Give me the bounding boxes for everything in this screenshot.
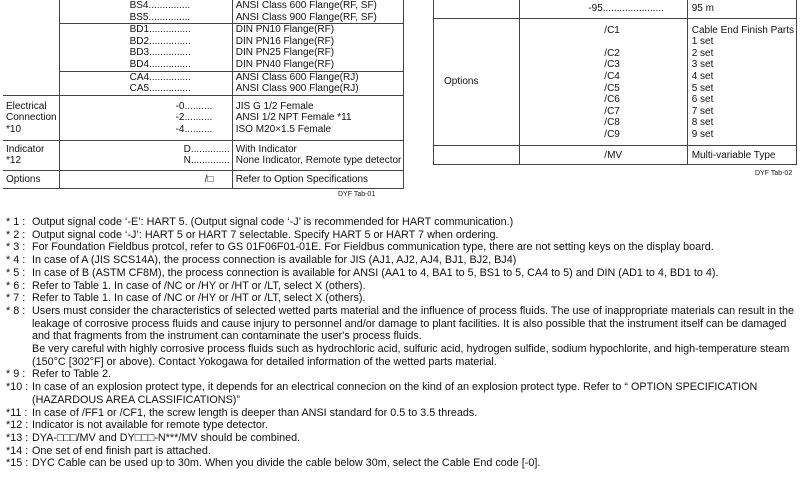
table-row: CA5...............	[59, 83, 232, 95]
footnote: * 6 : Refer to Table 1. In case of /NC or /HY or /HT or /LT, select X (others).	[6, 279, 366, 292]
footnote: *13 : DYA-□□□/MV and DY□□□-N***/MV should be combined.	[6, 431, 301, 444]
suffix-description: DIN PN16 Flange(RF)	[232, 36, 403, 48]
footnote: *14 : One set of end finish part is attached.	[6, 444, 211, 457]
suffix-description: ANSI Class 900 Flange(RJ)	[232, 83, 403, 95]
electrical-connection-label: Electrical Connection *10	[3, 95, 59, 140]
option-code: /C7	[604, 105, 620, 117]
option-description: Multi-variable Type	[687, 145, 796, 165]
footnote: * 5 : In case of B (ASTM CF8M), the process connection is available for ANSI (AA1 to 4, BA1 to 5, BS1 to 5, CA4 to 5) and DIN (AD1 to 4, BD1 to 4).	[6, 266, 719, 279]
option-description: 1 set	[687, 36, 796, 48]
table-row: CA4...............	[59, 71, 232, 83]
table-row: BD1...............	[59, 24, 232, 36]
option-description: 3 set	[687, 59, 796, 71]
table-1-tag: DYF Tab-01	[338, 191, 376, 198]
option-description: 5 set	[687, 83, 796, 95]
table-row: -95......................	[588, 3, 664, 14]
table-row: BS4...............	[59, 0, 232, 12]
model-code-table-2	[433, 0, 797, 165]
option-code: /C4	[604, 70, 620, 82]
options-code: /□	[59, 170, 232, 189]
option-description: 7 set	[687, 106, 796, 118]
electrical-descriptions: JIS G 1/2 Female ANSI 1/2 NPT Female *11 ISO M20×1.5 Female	[232, 95, 403, 140]
table-row: BD3...............	[59, 47, 232, 59]
right-options-label: Options	[434, 18, 520, 145]
option-description: 9 set	[687, 129, 796, 145]
option-description: 8 set	[687, 117, 796, 129]
model-code-table-1	[3, 0, 404, 189]
option-description: 4 set	[687, 71, 796, 83]
option-description: 6 set	[687, 94, 796, 106]
suffix-code: BD4	[129, 58, 150, 70]
footnotes	[6, 216, 796, 470]
table-row: BD4...............	[59, 59, 232, 71]
suffix-code: CA4	[129, 71, 150, 83]
footnote: *10 : In case of an explosion protect type, it depends for an electrical connecion on the kind of an explosion protect type. Refer to “ OPTION SPECIFICATION (HAZARDOUS AREA CLASSIFICATIONS)”	[6, 381, 758, 406]
suffix-code: BS4	[129, 0, 149, 11]
suffix-description: ANSI Class 600 Flange(RF, SF)	[232, 0, 403, 12]
option-code: /C6	[604, 94, 620, 106]
suffix-description: 95 m	[687, 0, 796, 18]
table-row: BS5...............	[59, 12, 232, 24]
suffix-code: BD1	[129, 24, 150, 36]
options-label: Options	[3, 170, 59, 189]
indicator-label: Indicator *12	[3, 140, 59, 170]
table-2-tag: DYF Tab-02	[755, 170, 793, 177]
footnote: * 8 : Users must consider the characteristics of selected wetted parts material and the influence of process fluids. The use of inappropriate materials can result in the leakage of corrosive process fluids and cause injury to personnel and/or damage to plant facilities. It is also possible that the instrument itself can be damaged and that fragments from the instrument can contaminate the user's process fluids.	[6, 304, 794, 343]
option-code: /C1	[604, 24, 620, 36]
electrical-codes: -0.......... -2.......... -4..........	[59, 95, 232, 140]
option-code: /C5	[604, 82, 620, 94]
indicator-descriptions: With Indicator None Indicator, Remote type detector	[232, 140, 403, 170]
option-code: /C9	[604, 128, 620, 140]
suffix-description: ANSI Class 900 Flange(RF, SF)	[232, 12, 403, 24]
footnote: * 3 : For Foundation Fieldbus protcol, refer to GS 01F06F01-01E. For Fieldbus communication type, there are not setting keys on the display board.	[6, 241, 714, 254]
options-description: Refer to Option Specifications	[232, 170, 403, 189]
footnote: * 9 : Refer to Table 2.	[6, 368, 112, 381]
option-code: /C2	[604, 47, 620, 59]
option-description: Cable End Finish Parts	[687, 18, 796, 36]
option-code: /MV	[604, 149, 623, 161]
suffix-description: DIN PN10 Flange(RF)	[232, 24, 403, 36]
table1-label-cell	[3, 0, 59, 95]
option-code: /C3	[604, 59, 620, 71]
suffix-description: DIN PN25 Flange(RF)	[232, 47, 403, 59]
indicator-codes: D.............. N..............	[59, 140, 232, 170]
suffix-code: CA5	[129, 83, 150, 95]
footnote: Be very careful with highly corrosive process fluids such as hydrochloric acid, sulfuric acid, hydrogen sulfide, sodium hypochlorite, and high-temperature steam (150°C [302°F] or above). Contact Yokogawa for detailed information of the wetted parts material.	[32, 343, 790, 368]
table-row: BD2...............	[59, 36, 232, 48]
option-code: /C8	[604, 117, 620, 129]
suffix-description: DIN PN40 Flange(RF)	[232, 59, 403, 71]
footnote: * 1 : Output signal code ‘-E’: HART 5. (Output signal code ‘-J’ is recommended for HART communication.)	[6, 216, 514, 228]
footnote: * 2 : Output signal code ‘-J’: HART 5 or HART 7 selectable. Specify HART 5 or HART 7 when ordering.	[6, 228, 499, 241]
footnote: *12 : Indicator is not available for remote type detector.	[6, 419, 268, 432]
suffix-code: BD2	[129, 35, 150, 47]
footnote: *11 : In case of /FF1 or /CF1, the screw length is deeper than ANSI standard for 0.5 to 3.5 threads.	[6, 406, 478, 419]
suffix-code: BS5	[129, 11, 149, 23]
option-description: 2 set	[687, 48, 796, 60]
footnote: * 7 : Refer to Table 1. In case of /NC or /HY or /HT or /LT, select X (others).	[6, 292, 366, 305]
suffix-code: BD3	[129, 47, 150, 59]
suffix-description: ANSI Class 600 Flange(RJ)	[232, 71, 403, 83]
footnote: *15 : DYC Cable can be used up to 30m. When you divide the cable below 30m, select the Cable End code [-0].	[6, 457, 541, 470]
footnote: * 4 : In case of A (JIS SCS14A), the process connection is available for JIS (AJ1, AJ2, AJ4, BJ1, BJ2, BJ4)	[6, 254, 517, 267]
